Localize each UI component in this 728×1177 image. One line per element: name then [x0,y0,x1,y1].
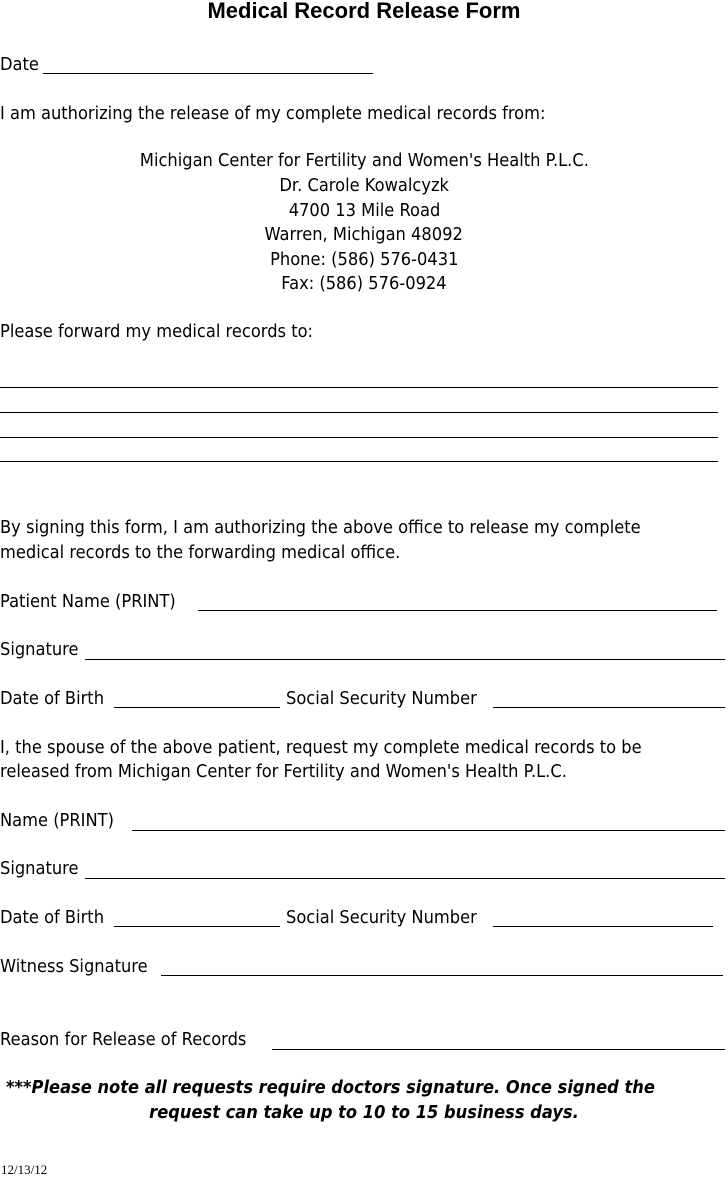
spouse-signature-label: Signature [0,859,79,879]
spouse-name-label: Name (PRINT) [0,811,114,831]
date-label: Date [0,55,39,75]
witness-signature-field[interactable] [161,975,723,976]
spouse-name-field[interactable] [132,830,725,831]
page-title: Medical Record Release Form [207,0,521,23]
spouse-text-line-1: I, the spouse of the above patient, request my complete medical records to be [0,738,642,758]
spouse-ssn-field[interactable] [493,926,713,927]
provider-fax: Fax: (586) 576-0924 [281,274,447,294]
consent-text-line-2: medical records to the forwarding medical office. [0,543,401,563]
spouse-ssn-label: Social Security Number [286,908,477,928]
date-field[interactable] [43,73,373,74]
forward-address-line-4[interactable] [0,461,718,462]
patient-ssn-field[interactable] [493,707,725,708]
provider-city: Warren, Michigan 48092 [264,225,464,245]
forward-address-line-3[interactable] [0,437,718,438]
spouse-dob-field[interactable] [114,926,280,927]
note-line-1: ***Please note all requests require doctors signature. Once signed the [6,1078,655,1098]
patient-name-field[interactable] [198,610,717,611]
spouse-dob-label: Date of Birth [0,908,105,928]
provider-doctor: Dr. Carole Kowalcyzk [279,176,449,196]
forward-address-line-2[interactable] [0,412,718,413]
forward-label: Please forward my medical records to: [0,322,314,342]
spouse-signature-field[interactable] [85,878,725,879]
patient-dob-field[interactable] [114,707,280,708]
forward-address-line-1[interactable] [0,387,718,388]
reason-field[interactable] [272,1049,725,1050]
patient-name-label: Patient Name (PRINT) [0,592,176,612]
authorize-text: I am authorizing the release of my complete medical records from: [0,104,546,124]
provider-name: Michigan Center for Fertility and Women's Health P.L.C. [139,151,589,171]
note-line-2: request can take up to 10 to 15 business days. [149,1103,579,1123]
provider-phone: Phone: (586) 576-0431 [269,250,459,270]
consent-text-line-1: By signing this form, I am authorizing the above office to release my complete [0,518,641,538]
patient-signature-field[interactable] [85,659,725,660]
patient-ssn-label: Social Security Number [286,689,477,709]
witness-signature-label: Witness Signature [0,957,148,977]
patient-dob-label: Date of Birth [0,689,105,709]
provider-street: 4700 13 Mile Road [288,201,440,221]
patient-signature-label: Signature [0,640,79,660]
spouse-text-line-2: released from Michigan Center for Fertility and Women's Health P.L.C. [0,762,567,782]
footer-date: 12/13/12 [1,1162,48,1177]
reason-label: Reason for Release of Records [0,1030,247,1050]
